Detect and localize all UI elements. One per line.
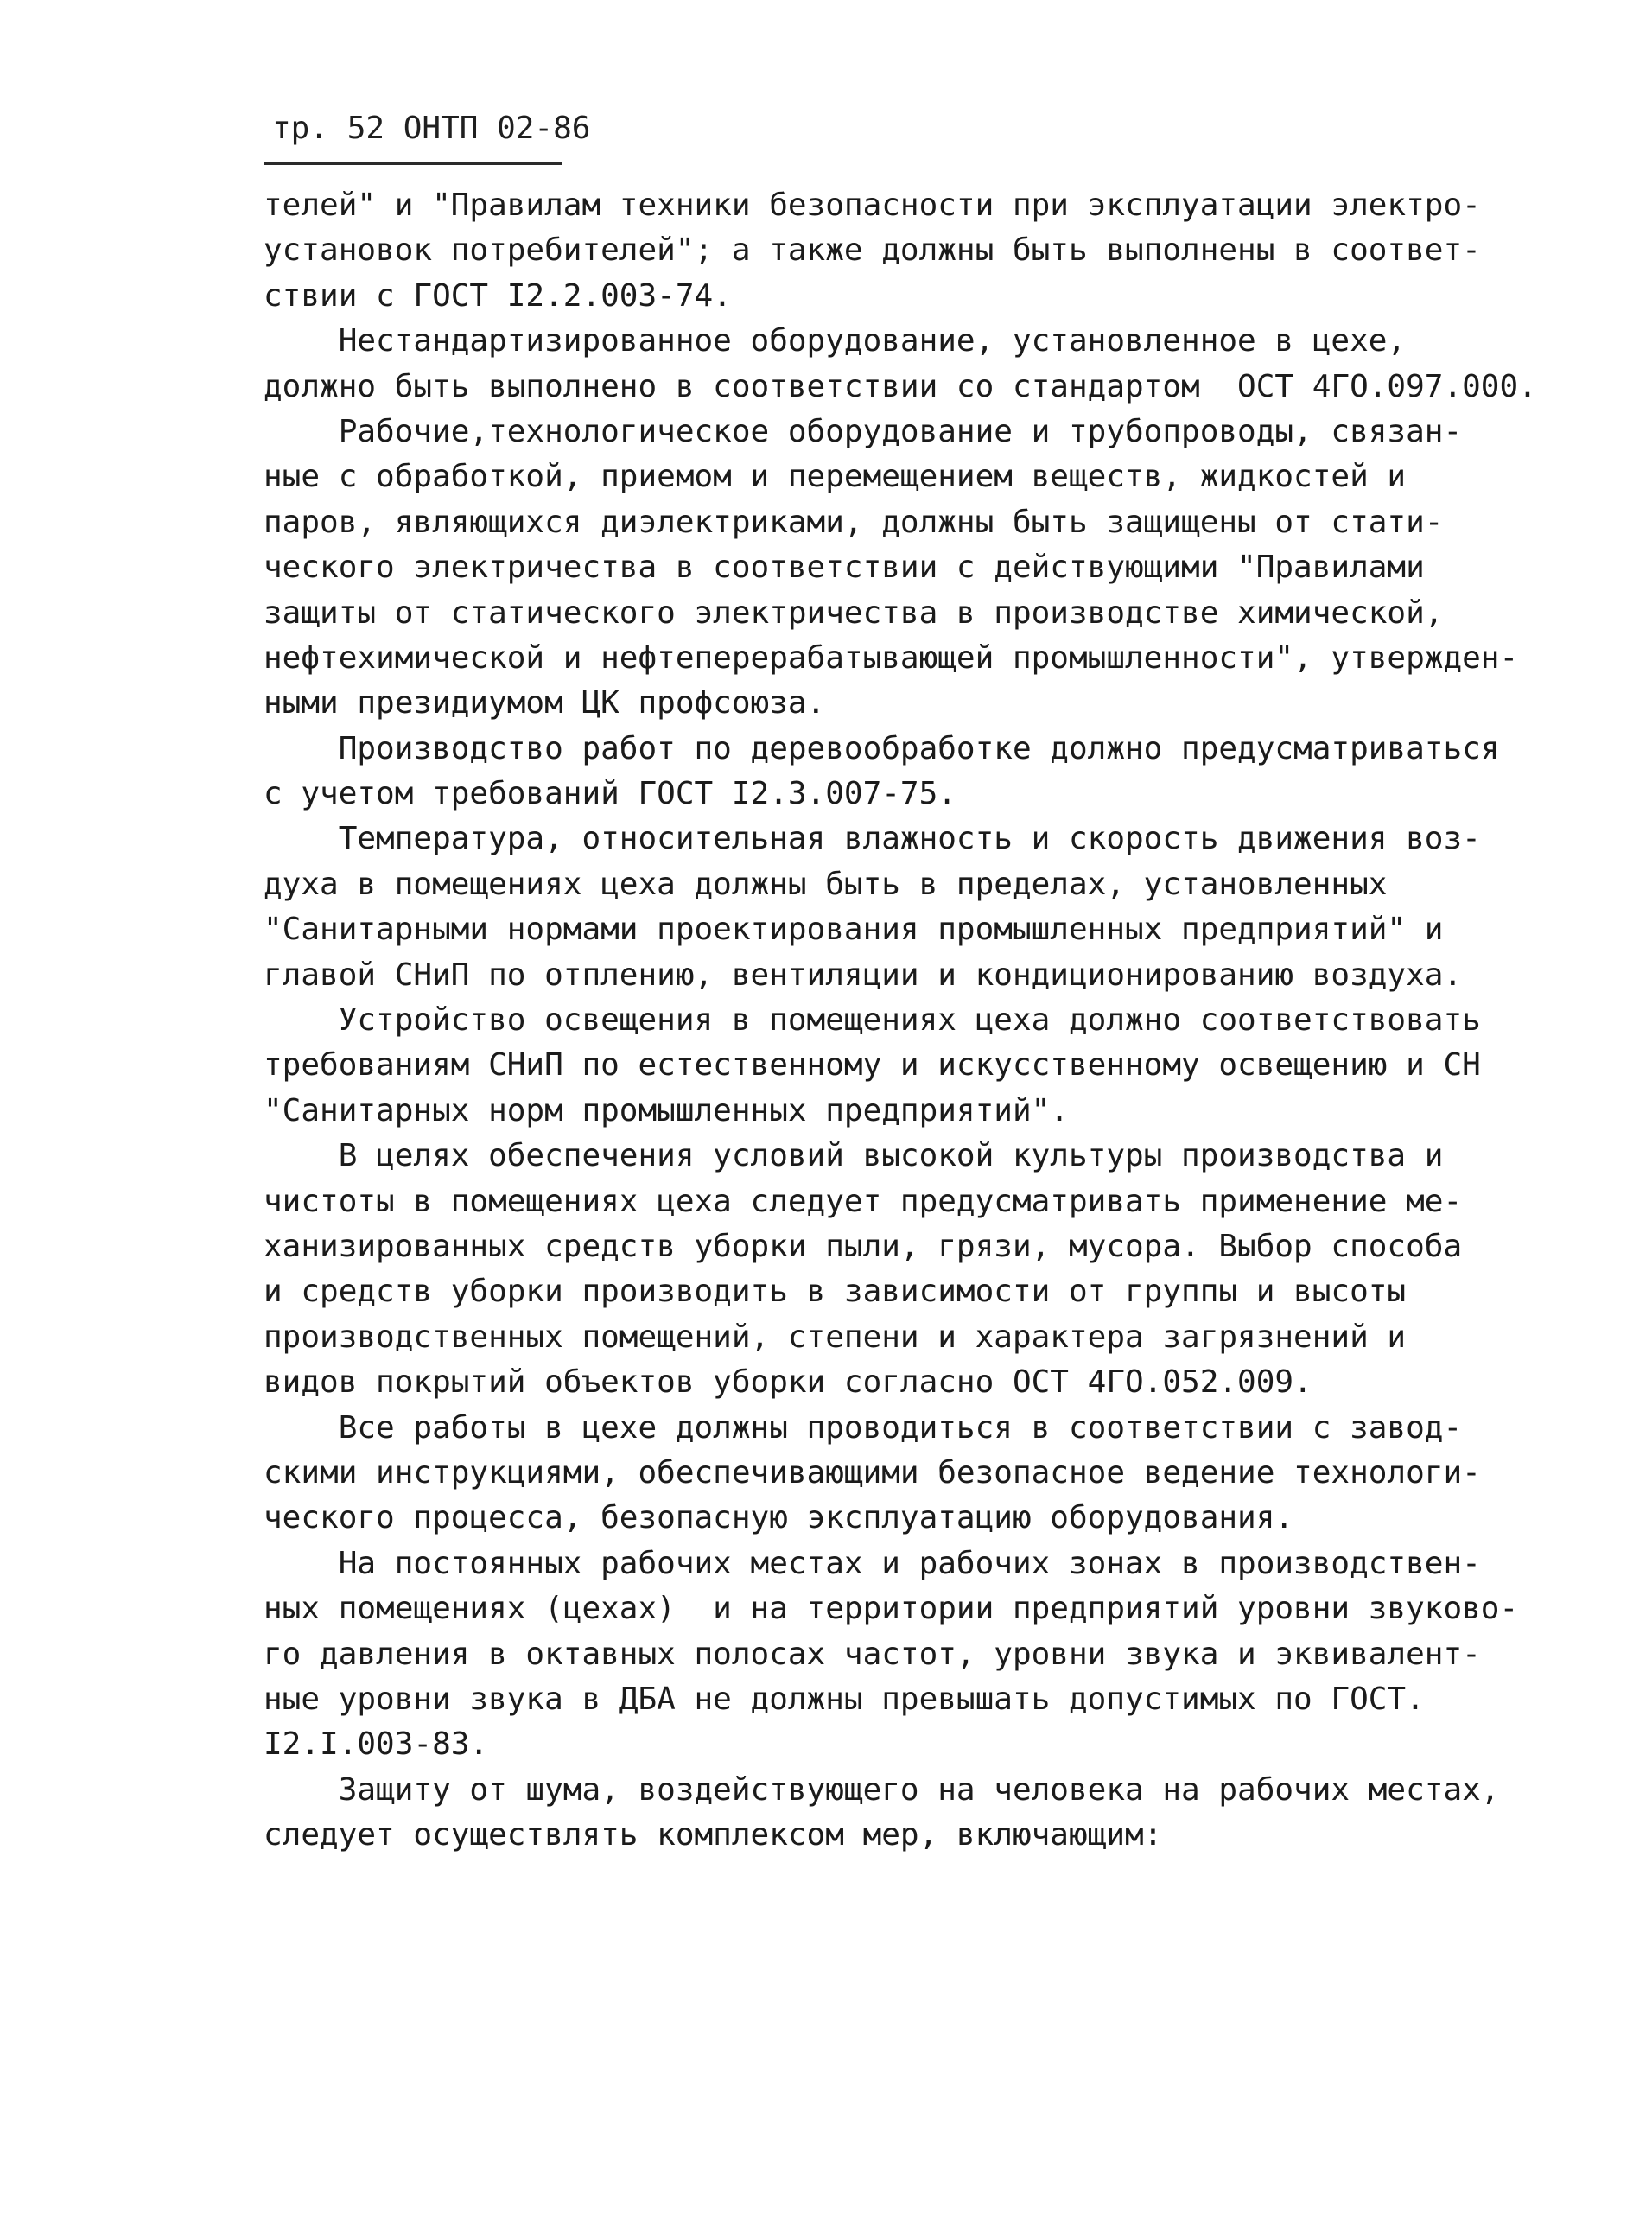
text-line: ных помещениях (цехах) и на территории предприятий уровни звуково- [264,1591,1519,1627]
text-line: паров, являющихся диэлектриками, должны быть защищены от стати- [264,504,1444,540]
text-line: го давления в октавных полосах частот, уровни звука и эквивалент- [264,1636,1481,1672]
text-line: следует осуществлять комплексом мер, включающим: [264,1817,1163,1853]
text-line: ханизированных средств уборки пыли, грязи, мусора. Выбор способа [264,1228,1463,1264]
text-line: чистоты в помещениях цеха следует предусматривать применение ме- [264,1183,1463,1219]
text-line: установок потребителей"; а также должны быть выполнены в соответ- [264,232,1481,269]
text-line: телей" и "Правилам техники безопасности при эксплуатации электро- [264,188,1481,223]
text-line: В целях обеспечения условий высокой культуры производства и [264,1138,1444,1174]
text-line: Производство работ по деревообработке должно предусматриваться [264,730,1500,766]
text-line: производственных помещений, степени и характера загрязнений и [264,1319,1407,1355]
body-text [264,183,1537,1858]
text-line: нефтехимической и нефтеперерабатывающей промышленности", утвержден- [264,639,1519,676]
text-line: Температура, относительная влажность и скорость движения воз- [264,821,1481,857]
text-line: Рабочие,технологическое оборудование и трубопроводы, связан- [264,413,1463,449]
header-underline [264,162,562,165]
text-line: должно быть выполнено в соответствии со стандартом ОСТ 4ГО.097.000. [264,368,1537,404]
text-line: Все работы в цехе должны проводиться в соответствии с завод- [264,1409,1463,1446]
text-line: ческого процесса, безопасную эксплуатацию оборудования. [264,1500,1294,1536]
text-line: духа в помещениях цеха должны быть в пределах, установленных [264,866,1388,902]
text-line: На постоянных рабочих местах и рабочих зонах в производствен- [264,1545,1481,1581]
text-line: защиты от статического электричества в производстве химической, [264,594,1444,631]
text-line: ные с обработкой, приемом и перемещением веществ, жидкостей и [264,459,1407,495]
text-line: видов покрытий объектов уборки согласно ОСТ 4ГО.052.009. [264,1364,1312,1401]
text-line: и средств уборки производить в зависимости от группы и высоты [264,1274,1407,1310]
text-line: с учетом требований ГОСТ I2.3.007-75. [264,776,956,812]
text-line: "Санитарных норм промышленных предприятий". [264,1092,1069,1128]
text-line: Защиту от шума, воздействующего на человека на рабочих местах, [264,1771,1500,1808]
text-line: требованиям СНиП по естественному и искусственному освещению и СН [264,1047,1481,1084]
text-line: Нестандартизированное оборудование, установленное в цехе, [264,323,1407,359]
text-line: скими инструкциями, обеспечивающими безопасное ведение технологи- [264,1454,1481,1491]
text-line: "Санитарными нормами проектирования промышленных предприятий" и [264,912,1444,948]
text-line: ными президиумом ЦК профсоюза. [264,685,826,722]
text-line: ствии с ГОСТ I2.2.003-74. [264,277,732,314]
text-line: главой СНиП по отплению, вентиляции и кондиционированию воздуха. [264,957,1463,993]
text-line: ческого электричества в соответствии с действующими "Правилами [264,550,1425,586]
text-line: ные уровни звука в ДБА не должны превышать допустимых по ГОСТ. [264,1681,1425,1717]
page-header: тр. 52 ОНТП 02-86 [272,111,591,146]
text-line: I2.I.003-83. [264,1726,489,1763]
text-line: Устройство освещения в помещениях цеха должно соответствовать [264,1002,1481,1039]
